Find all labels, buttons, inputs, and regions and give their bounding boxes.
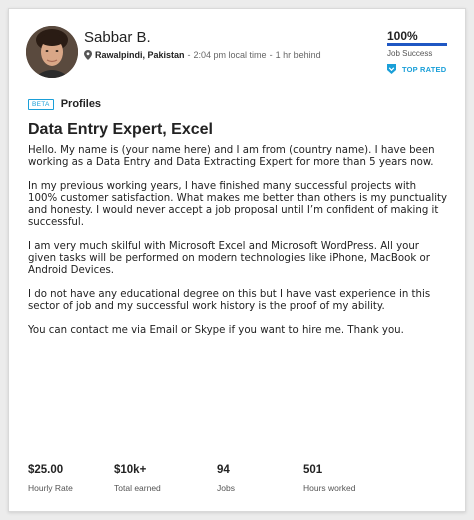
stat-total-earned xyxy=(114,464,161,493)
avatar[interactable] xyxy=(26,26,78,78)
stat-value: $10k+ xyxy=(114,464,147,476)
meta-separator: - xyxy=(187,50,191,60)
description-paragraph: In my previous working years, I have finished many successful projects with 100% customer satisfaction. What makes me better than others is my punctuality and honesty. I would never accept a job proposal until I’m confident of making it successful. xyxy=(28,181,448,228)
stat-label: Total earned xyxy=(114,483,161,493)
top-rated-badge xyxy=(387,64,446,74)
avatar-image xyxy=(26,26,78,78)
job-success-label: Job Success xyxy=(387,49,433,58)
stat-label: Hours worked xyxy=(303,483,356,493)
profile-title: Data Entry Expert, Excel xyxy=(28,121,213,138)
profiles-label[interactable]: Profiles xyxy=(60,98,102,110)
location-text: Rawalpindi, Pakistan xyxy=(95,50,185,60)
description-paragraph: You can contact me via Email or Skype if you want to hire me. Thank you. xyxy=(28,325,404,336)
map-pin-icon xyxy=(84,50,92,60)
stat-hours-worked xyxy=(303,464,355,493)
shield-badge-icon xyxy=(387,64,396,74)
profiles-section xyxy=(28,98,101,110)
stat-hourly-rate xyxy=(28,464,73,493)
freelancer-profile-card xyxy=(8,8,466,512)
stat-label: Hourly Rate xyxy=(28,483,73,493)
location-row xyxy=(84,50,321,60)
description-paragraph: Hello. My name is (your name here) and I am from (country name). I have been working as a Data Entry and Data Extracting Expert for more than 5 years now. xyxy=(28,145,435,168)
job-success-bar-fill xyxy=(387,43,447,46)
beta-badge: BETA xyxy=(28,99,54,110)
profile-description xyxy=(28,145,448,349)
stat-jobs xyxy=(217,464,235,493)
meta-separator: - xyxy=(269,50,273,60)
stat-value: $25.00 xyxy=(28,464,64,476)
top-rated-label: TOP RATED xyxy=(402,64,447,74)
local-time: 2:04 pm local time xyxy=(193,50,267,60)
stat-value: 501 xyxy=(303,464,323,476)
stat-label: Jobs xyxy=(217,483,235,493)
job-success-value: 100% xyxy=(387,29,418,43)
freelancer-name: Sabbar B. xyxy=(84,29,151,46)
description-paragraph: I do not have any educational degree on this but I have vast experience in this sector of job and my successful work history is the proof of my ability. xyxy=(28,289,431,312)
job-success-bar xyxy=(387,43,447,46)
description-paragraph: I am very much skilful with Microsoft Excel and Microsoft WordPress. All your given tasks will be performed on modern technologies like iPhone, MacBook or Android Devices. xyxy=(28,241,430,276)
stat-value: 94 xyxy=(217,464,230,476)
time-offset: 1 hr behind xyxy=(275,50,321,60)
